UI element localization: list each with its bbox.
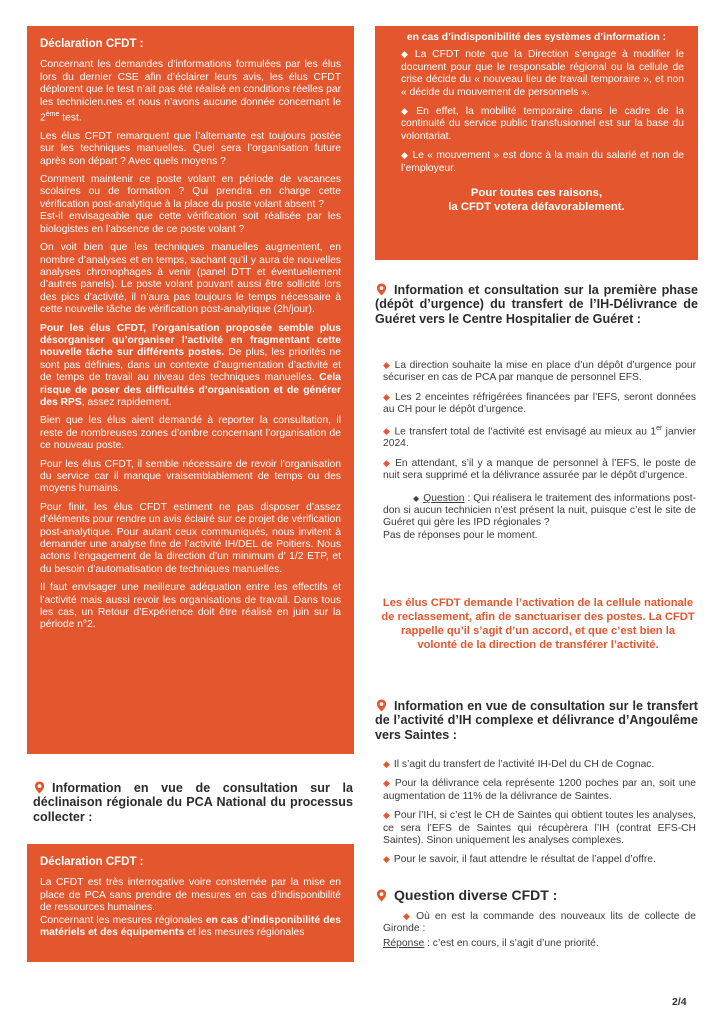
diamond-bullet-icon: ◆	[383, 759, 390, 769]
paragraph: Pour les élus CFDT, il semble nécessaire de revoir l’organisation du service car il manque vraisemblablement de temps ou des moyens humains.	[40, 458, 341, 495]
paragraph: Concernant les mesures régionales en cas d’indisponibilité des matériels et des équipements et les mesures régionales	[40, 914, 341, 939]
list-item: ◆ Le transfert total de l’activité est envisagé au mieux au 1er janvier 2024.	[383, 424, 697, 450]
paragraph: On voit bien que les techniques manuelles augmentent, en nombre d’analyses et en temps, sachant qu’il y aura de nouvelles analyses chronophages à venir (panel DTT et éventuellement d’autres panels). Le poste volant pouvant aussi être sollicité lors des pics d’activité, il n’aura pas toujours le temps nécessaire à cette nouvelle tâche de vérification post-analytique (2h/jour).	[40, 242, 341, 316]
diamond-bullet-icon: ◆	[401, 106, 413, 117]
diamond-bullet-icon: ◆	[383, 854, 390, 865]
question-item: ◆ Question : Qui réalisera le traitement des informations post-don si aucun technicien n’est présent la nuit, puisque c’est le site de Guéret qui gère les IPD régionales ?	[383, 492, 696, 529]
paragraph: Bien que les élus aient demandé à reporter la consultation, il reste de nombreuses zones d’ombre concernant l’organisation de ce nouveau poste.	[40, 415, 341, 452]
diamond-bullet-icon: ◆	[403, 911, 413, 921]
location-pin-icon	[375, 283, 388, 296]
section-gueret-heading: Information et consultation sur la première phase (dépôt d’urgence) du transfert de l’IH-Délivrance de Guéret vers le Centre Hospitalier de Guéret :	[375, 283, 698, 326]
diamond-bullet-icon: ◆	[401, 150, 409, 161]
list-item: ◆ La direction souhaite la mise en place d’un dépôt d’urgence pour sécuriser en cas de PCA par manque de personnel EFS.	[383, 360, 697, 384]
paragraph: Concernant les demandes d’informations formulées par les élus lors du dernier CSE afin d’éclairer leurs avis, les élus CFDT déplorent que le test n’ait pas été réalisé en conditions réelles par les technicien.nes et nous n’avons aucune donnée concernant le 2ème test.	[40, 59, 341, 124]
list-item: ◆ Où en est la commande des nouveaux lits de collecte de Gironde :	[383, 911, 697, 935]
diamond-bullet-icon: ◆	[383, 778, 391, 789]
diamond-bullet-icon: ◆	[383, 457, 392, 468]
diamond-bullet-icon: ◆	[383, 426, 391, 437]
box-header: en cas d’indisponibilité des systèmes d’information :	[406, 32, 667, 43]
answer-text: Réponse : c’est en cours, il s’agit d’une priorité.	[383, 937, 599, 949]
page-number: 2/4	[672, 996, 687, 1008]
list-item: ◆ En effet, la mobilité temporaire dans le cadre de la continuité du service public transfusionnel est sur la base du volontariat.	[401, 106, 684, 142]
diamond-bullet-icon: ◆	[383, 360, 391, 370]
angouleme-list	[383, 758, 696, 873]
location-pin-icon	[375, 889, 388, 902]
declaration-box-1	[27, 26, 354, 754]
section-pca-heading: Information en vue de consultation sur la déclinaison régionale du PCA National du processus collecter :	[33, 781, 353, 824]
question-list	[383, 910, 696, 956]
no-answer-text: Pas de réponses pour le moment.	[383, 529, 538, 541]
list-item: ◆ La CFDT note que la Direction s’engage à modifier le document pour que le responsable régional ou la cellule de crise décide du « nouveau lieu de travail temporaire », et non « décide du mouvement de personnels ».	[401, 49, 685, 98]
declaration-title: Déclaration CFDT :	[40, 856, 144, 868]
conclusion-line: Pour toutes ces raisons,	[470, 187, 603, 200]
paragraph: Les élus CFDT remarquent que l’alternante est toujours postée sur les techniques manuelles. Quel sera l’organisation future après son départ ? Avec quels moyens ?	[40, 130, 341, 167]
conclusion-line: la CFDT votera défavorablement.	[448, 201, 625, 214]
paragraph: Pour finir, les élus CFDT estiment ne pas disposer d’assez d’éléments pour rendre un avis éclairé sur ce projet de vérification post-analytique. Pour autant ceux communiqués, nous invitent à demander une analyse fine de l’activité IH/DEL de Poitiers. Nous actons l’engagement de la direction d’un minimum d’ 1/2 ETP, et du besoin d’automatisation de techniques manuelles.	[40, 501, 341, 575]
declaration-title: Déclaration CFDT :	[40, 38, 144, 50]
gueret-highlight: Les élus CFDT demande l’activation de la cellule nationale de reclassement, afin de sanctuariser des postes. La CFDT rappelle qu’il s’agit d’un accord, et que c’est bien la volonté de la direction de transférer l’activité.	[381, 597, 695, 651]
list-item: ◆ Pour l’IH, si c’est le CH de Saintes qui obtient toutes les analyses, ce sera l’EFS de Saintes qui récupèrera l’IH (contrat EFS-CH Saintes). Sinon uniquement les analyses complexes.	[383, 810, 696, 847]
gueret-list	[383, 359, 696, 548]
section-question-heading: Question diverse CFDT :	[375, 888, 698, 902]
paragraph: Est-il envisageable que cette vérification soit réalisée par les biologistes en l’absence de ce poste volant ?	[40, 211, 341, 235]
paragraph: Pour les élus CFDT, l’organisation proposée semble plus désorganiser qu’organiser l’activité en fragmentant cette nouvelle tâche sur différents postes. De plus, les priorités ne sont pas définies, dans un contexte d’augmentation d’activité et de temps de travail au niveau des techniques manuelles. Cela risque de poser des difficultés d’organisation et de générer des RPS, assez rapidement.	[40, 322, 341, 408]
location-pin-icon	[33, 781, 46, 794]
section-angouleme-heading: Information en vue de consultation sur le transfert de l’activité d’IH complexe et délivrance d’Angoulême vers Saintes :	[375, 699, 698, 742]
diamond-bullet-icon: ◆	[383, 810, 391, 821]
declaration-box-2	[27, 844, 354, 962]
list-item: ◆ Il s’agit du transfert de l’activité IH-Del du CH de Cognac.	[383, 759, 655, 770]
list-item: ◆ Pour la délivrance cela représente 1200 poches par an, soit une augmentation de 11% de la délivrance de Saintes.	[383, 778, 696, 802]
list-item: ◆ Pour le savoir, il faut attendre le résultat de l’appel d’offre.	[383, 854, 656, 866]
list-item: ◆ Les 2 enceintes réfrigérées financées par l’EFS, seront données au CH pour le dépôt d’urgence.	[383, 391, 697, 416]
diamond-bullet-icon: ◆	[383, 391, 391, 402]
declaration-box-3	[375, 26, 698, 260]
location-pin-icon	[375, 699, 388, 712]
paragraph: Comment maintenir ce poste volant en période de vacances scolaires ou de formation ? Qui prendra en charge cette vérification post-analytique à la place du poste volant absent ?	[40, 174, 341, 210]
list-item: ◆ En attendant, s’il y a manque de personnel à l’EFS, le poste de nuit sera supprimé et la délivrance assurée par le dépôt d’urgence.	[383, 457, 696, 482]
list-item: ◆ Le « mouvement » est donc à la main du salarié et non de l’employeur.	[401, 150, 685, 174]
paragraph: Il faut envisager une meilleure adéquation entre les effectifs et l’activité mais aussi revoir les organisations de travail. Dans tous les cas, un Retour d’Expérience doit être réalisé en juin sur la période n°2.	[40, 582, 341, 631]
diamond-bullet-icon: ◆	[401, 49, 411, 60]
small-diamond-bullet-icon: ◆	[413, 493, 420, 503]
paragraph: La CFDT est très interrogative voire consternée par la mise en place de PCA sans prendre de mesures en cas d’indisponibilité de ressources humaines.	[40, 877, 341, 914]
